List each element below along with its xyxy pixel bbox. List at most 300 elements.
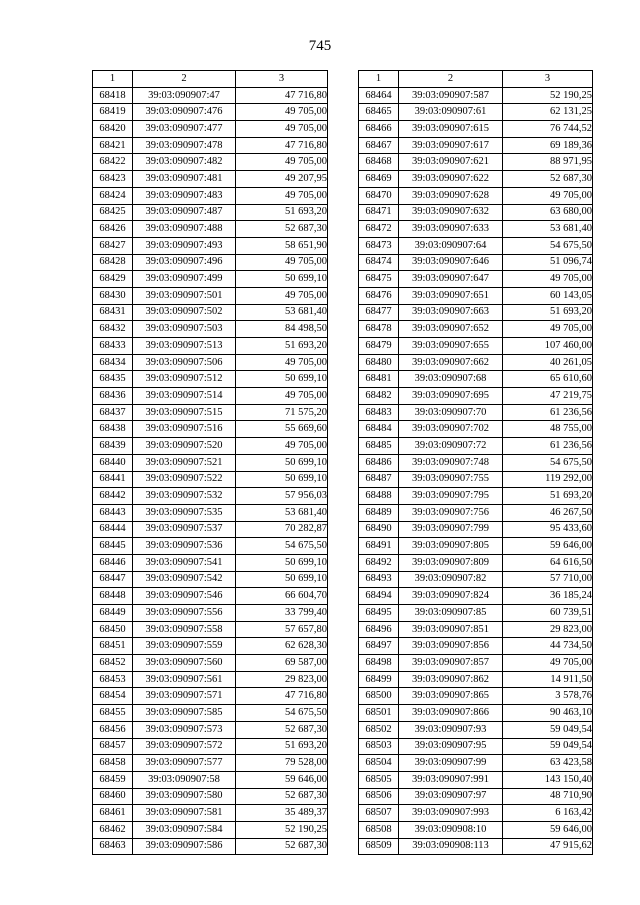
cadastral-value: 52 687,30 xyxy=(236,838,328,855)
table-row xyxy=(93,371,328,388)
table-row xyxy=(359,354,593,371)
row-number: 68497 xyxy=(359,638,399,655)
table-row xyxy=(93,771,328,788)
table-row xyxy=(93,571,328,588)
cadastral-value: 61 236,56 xyxy=(503,404,593,421)
table-row xyxy=(359,571,593,588)
table-row xyxy=(93,638,328,655)
table-row xyxy=(93,805,328,822)
cadastral-number: 39:03:090907:857 xyxy=(399,655,503,672)
table-row xyxy=(93,404,328,421)
row-number: 68458 xyxy=(93,755,133,772)
cadastral-value: 57 956,03 xyxy=(236,488,328,505)
cadastral-number: 39:03:090907:61 xyxy=(399,104,503,121)
cadastral-value: 51 693,20 xyxy=(503,304,593,321)
cadastral-value: 51 693,20 xyxy=(236,204,328,221)
table-row xyxy=(359,521,593,538)
cadastral-number: 39:03:090907:481 xyxy=(133,171,236,188)
cadastral-value: 29 823,00 xyxy=(236,671,328,688)
cadastral-number: 39:03:090907:628 xyxy=(399,187,503,204)
cadastral-number: 39:03:090907:541 xyxy=(133,554,236,571)
cadastral-number: 39:03:090907:556 xyxy=(133,605,236,622)
row-number: 68432 xyxy=(93,321,133,338)
row-number: 68486 xyxy=(359,454,399,471)
row-number: 68492 xyxy=(359,554,399,571)
table-header-row xyxy=(93,71,328,88)
row-number: 68442 xyxy=(93,488,133,505)
table-row xyxy=(93,488,328,505)
cadastral-value: 40 261,05 xyxy=(503,354,593,371)
cadastral-number: 39:03:090907:487 xyxy=(133,204,236,221)
cadastral-value: 47 716,80 xyxy=(236,688,328,705)
row-number: 68419 xyxy=(93,104,133,121)
table-row xyxy=(359,771,593,788)
cadastral-value: 47 716,80 xyxy=(236,137,328,154)
row-number: 68463 xyxy=(93,838,133,855)
column-header-number: 1 xyxy=(359,71,399,88)
row-number: 68485 xyxy=(359,438,399,455)
table-row xyxy=(93,137,328,154)
table-row xyxy=(359,821,593,838)
table-row xyxy=(359,538,593,555)
cadastral-value: 52 190,25 xyxy=(503,87,593,104)
table-row xyxy=(93,304,328,321)
cadastral-value: 63 423,58 xyxy=(503,755,593,772)
row-number: 68503 xyxy=(359,738,399,755)
cadastral-value: 90 463,10 xyxy=(503,705,593,722)
table-row xyxy=(359,638,593,655)
table-row xyxy=(93,788,328,805)
table-row xyxy=(93,755,328,772)
column-header-value: 3 xyxy=(503,71,593,88)
cadastral-number: 39:03:090907:99 xyxy=(399,755,503,772)
table-row xyxy=(359,688,593,705)
table-row xyxy=(93,605,328,622)
table-row xyxy=(359,705,593,722)
cadastral-value: 47 219,75 xyxy=(503,388,593,405)
cadastral-number: 39:03:090907:501 xyxy=(133,287,236,304)
cadastral-value: 49 705,00 xyxy=(503,655,593,672)
table-row xyxy=(359,137,593,154)
cadastral-value: 63 680,00 xyxy=(503,204,593,221)
cadastral-number: 39:03:090907:503 xyxy=(133,321,236,338)
cadastral-value: 66 604,70 xyxy=(236,588,328,605)
cadastral-value: 33 799,40 xyxy=(236,605,328,622)
table-row xyxy=(93,321,328,338)
table-row xyxy=(93,538,328,555)
row-number: 68444 xyxy=(93,521,133,538)
cadastral-value: 52 190,25 xyxy=(236,821,328,838)
row-number: 68498 xyxy=(359,655,399,672)
row-number: 68465 xyxy=(359,104,399,121)
cadastral-number: 39:03:090907:542 xyxy=(133,571,236,588)
cadastral-number: 39:03:090907:580 xyxy=(133,788,236,805)
cadastral-value: 53 681,40 xyxy=(236,304,328,321)
cadastral-value: 36 185,24 xyxy=(503,588,593,605)
cadastral-number: 39:03:090907:617 xyxy=(399,137,503,154)
table-row xyxy=(93,187,328,204)
row-number: 68478 xyxy=(359,321,399,338)
row-number: 68470 xyxy=(359,187,399,204)
cadastral-value: 49 705,00 xyxy=(236,287,328,304)
cadastral-value: 64 616,50 xyxy=(503,554,593,571)
cadastral-number: 39:03:090907:496 xyxy=(133,254,236,271)
cadastral-number: 39:03:090907:478 xyxy=(133,137,236,154)
cadastral-number: 39:03:090907:795 xyxy=(399,488,503,505)
table-row xyxy=(359,388,593,405)
cadastral-number: 39:03:090907:621 xyxy=(399,154,503,171)
cadastral-value: 55 669,60 xyxy=(236,421,328,438)
row-number: 68448 xyxy=(93,588,133,605)
table-row xyxy=(93,721,328,738)
registry-table-left xyxy=(92,70,328,855)
row-number: 68483 xyxy=(359,404,399,421)
cadastral-value: 57 710,00 xyxy=(503,571,593,588)
cadastral-value: 79 528,00 xyxy=(236,755,328,772)
row-number: 68431 xyxy=(93,304,133,321)
table-row xyxy=(359,371,593,388)
table-row xyxy=(93,621,328,638)
table-row xyxy=(93,354,328,371)
table-row xyxy=(359,237,593,254)
table-row xyxy=(93,471,328,488)
row-number: 68506 xyxy=(359,788,399,805)
row-number: 68461 xyxy=(93,805,133,822)
cadastral-value: 54 675,50 xyxy=(503,454,593,471)
cadastral-number: 39:03:090907:512 xyxy=(133,371,236,388)
cadastral-number: 39:03:090907:559 xyxy=(133,638,236,655)
row-number: 68491 xyxy=(359,538,399,555)
table-row xyxy=(93,104,328,121)
table-row xyxy=(359,254,593,271)
cadastral-number: 39:03:090907:532 xyxy=(133,488,236,505)
cadastral-value: 49 705,00 xyxy=(503,271,593,288)
table-row xyxy=(93,655,328,672)
row-number: 68443 xyxy=(93,504,133,521)
cadastral-number: 39:03:090907:577 xyxy=(133,755,236,772)
row-number: 68474 xyxy=(359,254,399,271)
cadastral-number: 39:03:090907:862 xyxy=(399,671,503,688)
row-number: 68446 xyxy=(93,554,133,571)
cadastral-number: 39:03:090907:991 xyxy=(399,771,503,788)
row-number: 68430 xyxy=(93,287,133,304)
row-number: 68502 xyxy=(359,721,399,738)
cadastral-value: 54 675,50 xyxy=(236,538,328,555)
cadastral-number: 39:03:090907:535 xyxy=(133,504,236,521)
row-number: 68504 xyxy=(359,755,399,772)
cadastral-number: 39:03:090907:560 xyxy=(133,655,236,672)
table-row xyxy=(93,671,328,688)
cadastral-value: 54 675,50 xyxy=(236,705,328,722)
table-row xyxy=(359,471,593,488)
cadastral-number: 39:03:090907:499 xyxy=(133,271,236,288)
row-number: 68487 xyxy=(359,471,399,488)
cadastral-number: 39:03:090907:755 xyxy=(399,471,503,488)
cadastral-value: 52 687,30 xyxy=(236,721,328,738)
cadastral-value: 35 489,37 xyxy=(236,805,328,822)
cadastral-number: 39:03:090907:514 xyxy=(133,388,236,405)
page-number: 745 xyxy=(308,38,332,54)
cadastral-number: 39:03:090907:756 xyxy=(399,504,503,521)
row-number: 68495 xyxy=(359,605,399,622)
row-number: 68456 xyxy=(93,721,133,738)
cadastral-number: 39:03:090907:663 xyxy=(399,304,503,321)
cadastral-value: 107 460,00 xyxy=(503,338,593,355)
cadastral-value: 50 699,10 xyxy=(236,454,328,471)
table-row xyxy=(93,838,328,855)
row-number: 68480 xyxy=(359,354,399,371)
row-number: 68484 xyxy=(359,421,399,438)
table-row xyxy=(93,554,328,571)
cadastral-number: 39:03:090907:502 xyxy=(133,304,236,321)
row-number: 68460 xyxy=(93,788,133,805)
table-row xyxy=(93,254,328,271)
cadastral-number: 39:03:090907:64 xyxy=(399,237,503,254)
cadastral-value: 51 693,20 xyxy=(236,738,328,755)
cadastral-value: 47 716,80 xyxy=(236,87,328,104)
cadastral-number: 39:03:090907:515 xyxy=(133,404,236,421)
table-row xyxy=(93,154,328,171)
cadastral-value: 47 915,62 xyxy=(503,838,593,855)
cadastral-value: 60 739,51 xyxy=(503,605,593,622)
cadastral-number: 39:03:090907:993 xyxy=(399,805,503,822)
table-row xyxy=(359,221,593,238)
row-number: 68508 xyxy=(359,821,399,838)
cadastral-number: 39:03:090907:537 xyxy=(133,521,236,538)
cadastral-value: 59 049,54 xyxy=(503,721,593,738)
cadastral-number: 39:03:090907:662 xyxy=(399,354,503,371)
row-number: 68471 xyxy=(359,204,399,221)
cadastral-value: 62 628,30 xyxy=(236,638,328,655)
table-row xyxy=(93,504,328,521)
table-row xyxy=(359,838,593,855)
row-number: 68472 xyxy=(359,221,399,238)
cadastral-value: 59 646,00 xyxy=(503,538,593,555)
row-number: 68454 xyxy=(93,688,133,705)
cadastral-number: 39:03:090907:482 xyxy=(133,154,236,171)
cadastral-number: 39:03:090907:586 xyxy=(133,838,236,855)
cadastral-value: 119 292,00 xyxy=(503,471,593,488)
cadastral-number: 39:03:090907:647 xyxy=(399,271,503,288)
cadastral-number: 39:03:090907:865 xyxy=(399,688,503,705)
cadastral-value: 71 575,20 xyxy=(236,404,328,421)
column-header-value: 3 xyxy=(236,71,328,88)
cadastral-number: 39:03:090907:655 xyxy=(399,338,503,355)
cadastral-value: 60 143,05 xyxy=(503,287,593,304)
table-row xyxy=(93,287,328,304)
cadastral-number: 39:03:090907:483 xyxy=(133,187,236,204)
row-number: 68459 xyxy=(93,771,133,788)
table-row xyxy=(359,621,593,638)
cadastral-value: 59 049,54 xyxy=(503,738,593,755)
cadastral-value: 49 705,00 xyxy=(236,121,328,138)
row-number: 68425 xyxy=(93,204,133,221)
cadastral-number: 39:03:090907:585 xyxy=(133,705,236,722)
cadastral-number: 39:03:090907:584 xyxy=(133,821,236,838)
cadastral-value: 58 651,90 xyxy=(236,237,328,254)
row-number: 68447 xyxy=(93,571,133,588)
row-number: 68499 xyxy=(359,671,399,688)
column-header-number: 1 xyxy=(93,71,133,88)
row-number: 68418 xyxy=(93,87,133,104)
row-number: 68489 xyxy=(359,504,399,521)
table-row xyxy=(359,671,593,688)
row-number: 68435 xyxy=(93,371,133,388)
table-row xyxy=(359,321,593,338)
row-number: 68452 xyxy=(93,655,133,672)
table-row xyxy=(359,154,593,171)
row-number: 68439 xyxy=(93,438,133,455)
table-row xyxy=(93,705,328,722)
table-row xyxy=(359,805,593,822)
table-row xyxy=(93,388,328,405)
registry-table-right xyxy=(358,70,593,855)
cadastral-value: 62 131,25 xyxy=(503,104,593,121)
row-number: 68457 xyxy=(93,738,133,755)
row-number: 68440 xyxy=(93,454,133,471)
cadastral-number: 39:03:090907:558 xyxy=(133,621,236,638)
table-row xyxy=(93,171,328,188)
table-row xyxy=(359,204,593,221)
table-row xyxy=(359,338,593,355)
row-number: 68427 xyxy=(93,237,133,254)
row-number: 68464 xyxy=(359,87,399,104)
cadastral-number: 39:03:090907:571 xyxy=(133,688,236,705)
row-number: 68453 xyxy=(93,671,133,688)
row-number: 68462 xyxy=(93,821,133,838)
row-number: 68507 xyxy=(359,805,399,822)
cadastral-value: 69 587,00 xyxy=(236,655,328,672)
row-number: 68420 xyxy=(93,121,133,138)
cadastral-value: 48 755,00 xyxy=(503,421,593,438)
table-row xyxy=(359,488,593,505)
table-row xyxy=(359,104,593,121)
row-number: 68436 xyxy=(93,388,133,405)
row-number: 68422 xyxy=(93,154,133,171)
cadastral-number: 39:03:090907:546 xyxy=(133,588,236,605)
table-row xyxy=(93,421,328,438)
row-number: 68467 xyxy=(359,137,399,154)
cadastral-number: 39:03:090907:95 xyxy=(399,738,503,755)
table-row xyxy=(359,271,593,288)
cadastral-value: 69 189,36 xyxy=(503,137,593,154)
cadastral-value: 88 971,95 xyxy=(503,154,593,171)
row-number: 68441 xyxy=(93,471,133,488)
cadastral-number: 39:03:090907:632 xyxy=(399,204,503,221)
table-row xyxy=(93,454,328,471)
row-number: 68496 xyxy=(359,621,399,638)
cadastral-number: 39:03:090907:493 xyxy=(133,237,236,254)
row-number: 68481 xyxy=(359,371,399,388)
cadastral-number: 39:03:090907:824 xyxy=(399,588,503,605)
cadastral-number: 39:03:090907:633 xyxy=(399,221,503,238)
row-number: 68501 xyxy=(359,705,399,722)
cadastral-value: 51 096,74 xyxy=(503,254,593,271)
cadastral-value: 65 610,60 xyxy=(503,371,593,388)
table-row xyxy=(93,121,328,138)
cadastral-number: 39:03:090907:513 xyxy=(133,338,236,355)
table-row xyxy=(93,588,328,605)
row-number: 68505 xyxy=(359,771,399,788)
table-row xyxy=(359,187,593,204)
cadastral-value: 49 705,00 xyxy=(503,321,593,338)
cadastral-number: 39:03:090907:587 xyxy=(399,87,503,104)
cadastral-value: 52 687,30 xyxy=(236,221,328,238)
cadastral-number: 39:03:090907:561 xyxy=(133,671,236,688)
row-number: 68468 xyxy=(359,154,399,171)
table-row xyxy=(359,454,593,471)
cadastral-number: 39:03:090907:68 xyxy=(399,371,503,388)
cadastral-number: 39:03:090907:581 xyxy=(133,805,236,822)
row-number: 68455 xyxy=(93,705,133,722)
cadastral-number: 39:03:090907:506 xyxy=(133,354,236,371)
row-number: 68490 xyxy=(359,521,399,538)
row-number: 68428 xyxy=(93,254,133,271)
table-row xyxy=(93,521,328,538)
table-row xyxy=(359,655,593,672)
row-number: 68476 xyxy=(359,287,399,304)
cadastral-value: 84 498,50 xyxy=(236,321,328,338)
cadastral-number: 39:03:090907:97 xyxy=(399,788,503,805)
cadastral-number: 39:03:090907:522 xyxy=(133,471,236,488)
row-number: 68424 xyxy=(93,187,133,204)
row-number: 68493 xyxy=(359,571,399,588)
table-row xyxy=(359,788,593,805)
row-number: 68469 xyxy=(359,171,399,188)
row-number: 68426 xyxy=(93,221,133,238)
table-row xyxy=(93,271,328,288)
cadastral-number: 39:03:090908:113 xyxy=(399,838,503,855)
table-row xyxy=(359,438,593,455)
cadastral-value: 59 646,00 xyxy=(236,771,328,788)
cadastral-value: 6 163,42 xyxy=(503,805,593,822)
cadastral-value: 44 734,50 xyxy=(503,638,593,655)
table-row xyxy=(359,605,593,622)
row-number: 68488 xyxy=(359,488,399,505)
cadastral-value: 46 267,50 xyxy=(503,504,593,521)
table-row xyxy=(93,821,328,838)
table-row xyxy=(93,87,328,104)
column-header-cadastral-number: 2 xyxy=(133,71,236,88)
cadastral-number: 39:03:090907:85 xyxy=(399,605,503,622)
cadastral-number: 39:03:090907:646 xyxy=(399,254,503,271)
cadastral-value: 49 705,00 xyxy=(236,438,328,455)
cadastral-value: 95 433,60 xyxy=(503,521,593,538)
cadastral-value: 50 699,10 xyxy=(236,271,328,288)
cadastral-value: 52 687,30 xyxy=(503,171,593,188)
cadastral-value: 49 705,00 xyxy=(236,104,328,121)
cadastral-value: 50 699,10 xyxy=(236,554,328,571)
table-row xyxy=(93,688,328,705)
cadastral-value: 53 681,40 xyxy=(503,221,593,238)
table-row xyxy=(359,755,593,772)
table-row xyxy=(93,221,328,238)
cadastral-value: 3 578,76 xyxy=(503,688,593,705)
row-number: 68438 xyxy=(93,421,133,438)
cadastral-value: 48 710,90 xyxy=(503,788,593,805)
cadastral-number: 39:03:090907:476 xyxy=(133,104,236,121)
row-number: 68437 xyxy=(93,404,133,421)
cadastral-number: 39:03:090907:851 xyxy=(399,621,503,638)
table-row xyxy=(359,304,593,321)
cadastral-number: 39:03:090907:520 xyxy=(133,438,236,455)
cadastral-value: 49 207,95 xyxy=(236,171,328,188)
table-row xyxy=(359,287,593,304)
row-number: 68479 xyxy=(359,338,399,355)
column-header-cadastral-number: 2 xyxy=(399,71,503,88)
table-row xyxy=(359,421,593,438)
cadastral-value: 57 657,80 xyxy=(236,621,328,638)
